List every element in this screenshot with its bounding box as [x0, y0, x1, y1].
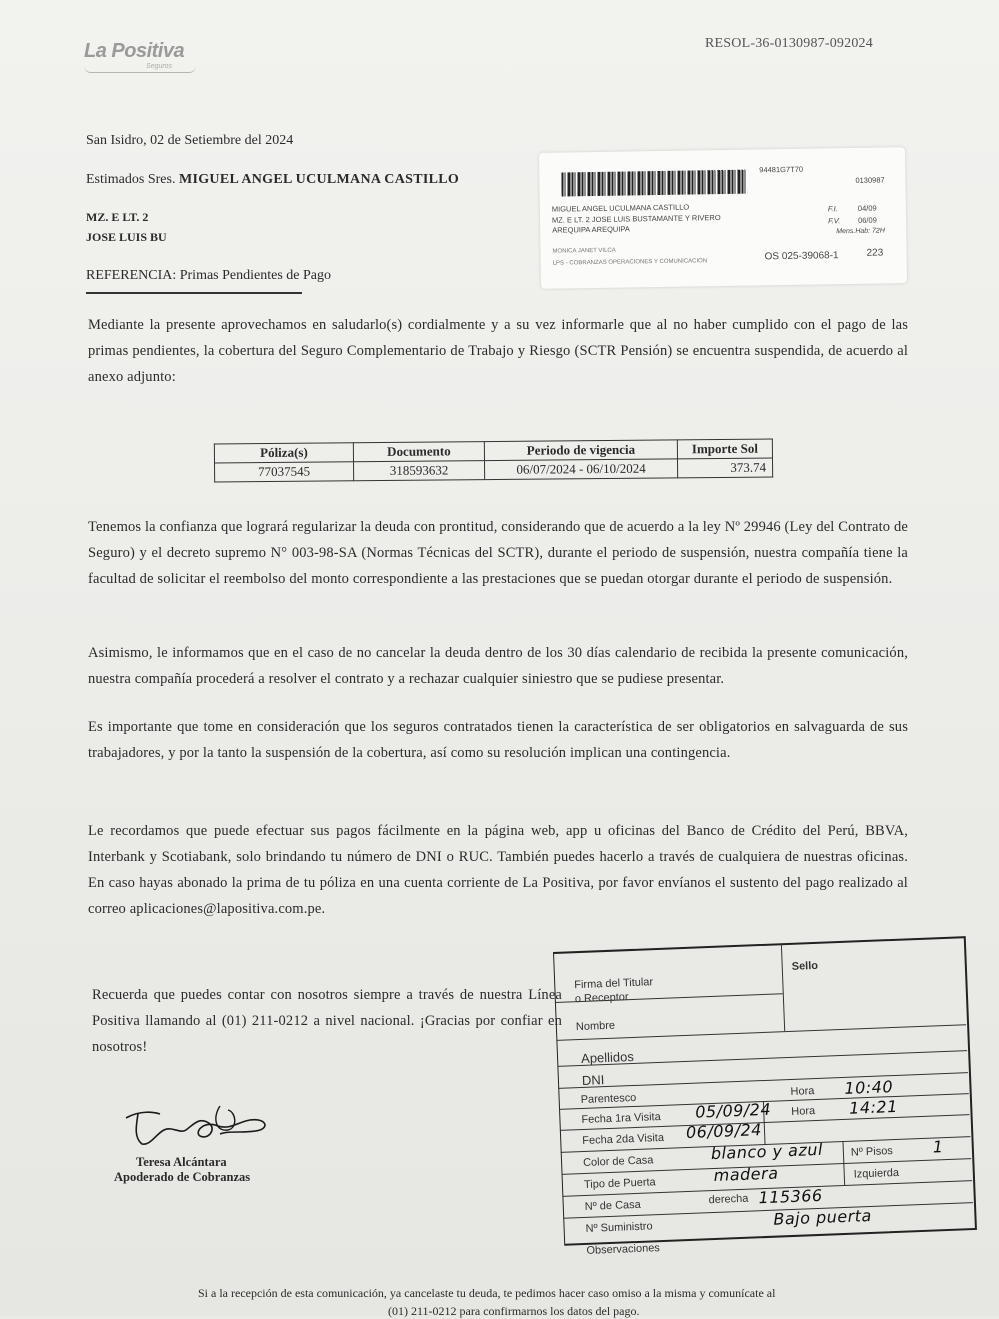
paragraph-6: Recuerda que puedes contar con nosotros siempre a través de nuestra Línea Positiva llamando al (01) 211-0212 a nivel nacional. ¡Gracias por confiar en nosotros! — [92, 987, 562, 1055]
paragraph-3: Asimismo, le informamos que en el caso de no cancelar la deuda dentro de los 30 días calendario de recibida la presente comunicación, nuestra compañía procederá a resolver el contrato y a rechazar cualquier siniestro que se pudiese presentar. — [88, 645, 908, 687]
stamp-suministro-label: Nº Suministro — [585, 1220, 653, 1235]
address-line-2: JOSE LUIS BU — [86, 230, 167, 244]
paragraph-1: Mediante la presente aprovechamos en saludarlo(s) cordialmente y a su vez informarle que al no haber cumplido con el pago de las primas pendientes, la cobertura del Seguro Complementario de Trabajo y Riesgo (SCTR Pensión) se encuentra suspendida, de acuerdo al anexo adjunto: — [88, 317, 908, 385]
greeting — [86, 172, 459, 188]
table-header-cell: Periodo de vigencia — [484, 440, 677, 461]
stamp-color-label: Color de Casa — [582, 1154, 654, 1169]
reference-underline — [86, 292, 302, 294]
label-fi-value: 04/09 — [857, 203, 877, 213]
stamp-fecha1-value: 05/09/24 — [694, 1099, 772, 1122]
stamp-hora2-label: Hora — [791, 1105, 816, 1118]
address-line-1: MZ. E LT. 2 — [86, 210, 149, 224]
signature-icon — [120, 1100, 280, 1158]
stamp-sello-label: Sello — [791, 959, 819, 973]
delivery-stamp — [553, 936, 979, 1262]
table-row — [215, 458, 773, 482]
stamp-izquierda-label: Izquierda — [853, 1166, 900, 1181]
date-line: San Isidro, 02 de Setiembre del 2024 — [86, 133, 294, 148]
resolution-code: RESOL-36-0130987-092024 — [705, 36, 873, 51]
stamp-observaciones-label: Observaciones — [586, 1242, 661, 1257]
recipient-name: MIGUEL ANGEL UCULMANA CASTILLO — [178, 172, 460, 187]
label-top-code: 94481G7T70 — [759, 164, 804, 175]
stamp-fecha2-label: Fecha 2da Visita — [582, 1131, 665, 1148]
stamp-firma-label-2: o Receptor — [574, 991, 629, 1006]
footer-line-1: Si a la recepción de esta comunicación, ya cancelaste tu deuda, te pedimos hacer caso omiso a la misma y comunícate al — [198, 1286, 776, 1300]
greeting-prefix: Estimados Sres. — [86, 172, 176, 187]
stamp-pisos-label: Nº Pisos — [850, 1145, 894, 1159]
label-os-number: 223 — [866, 247, 884, 259]
stamp-casa-label: Nº de Casa — [584, 1198, 642, 1213]
barcode-icon — [561, 170, 747, 197]
footer-line-2: (01) 211-0212 para confirmarnos los datos del pago. — [388, 1304, 640, 1318]
policy-table — [214, 439, 773, 483]
paragraph-5: Le recordamos que puede efectuar sus pagos fácilmente en la página web, app u oficinas del Banco de Crédito del Perú, BBVA, Interbank y Scotiabank, solo brindando tu número de DNI o RUC. También puedes hacerlo a través de cualquiera de nuestras oficinas. En caso hayas abonado la prima de tu póliza en una cuenta corriente de La Positiva, por favor envíanos el sustento del pago realizado al correo aplicaciones@lapositiva.com.pe. — [88, 823, 908, 917]
signer-role: Apoderado de Cobranzas — [114, 1170, 251, 1184]
table-cell: 373.74 — [677, 458, 772, 478]
table-cell: 06/07/2024 - 06/10/2024 — [485, 459, 678, 480]
stamp-pisos-value: 1 — [932, 1137, 944, 1157]
table-cell: 77037545 — [215, 462, 354, 482]
table-header-cell: Importe Sol — [677, 439, 772, 459]
stamp-color-value: blanco y azul — [710, 1139, 824, 1164]
stamp-apellidos-label: Apellidos — [580, 1048, 635, 1066]
stamp-firma-label-1: Firma del Titular — [574, 976, 654, 992]
stamp-parentesco-label: Parentesco — [580, 1091, 637, 1107]
mailing-label — [539, 147, 907, 289]
label-name: MIGUEL ANGEL UCULMANA CASTILLO — [551, 202, 690, 214]
stamp-hora1-label: Hora — [790, 1085, 815, 1098]
label-fv-value: 06/09 — [857, 215, 877, 225]
label-department: LPS - COBRANZAS OPERACIONES Y COMUNICACION — [552, 258, 708, 267]
label-contact: MONICA JANET VILCA — [552, 247, 616, 255]
stamp-hora1-value: 10:40 — [844, 1077, 894, 1098]
label-fi-label: F.I. — [827, 204, 838, 214]
label-address-2: AREQUIPA AREQUIPA — [552, 224, 630, 235]
table-header-cell: Póliza(s) — [214, 443, 353, 463]
table-header-cell: Documento — [353, 442, 484, 462]
reference-line: REFERENCIA: Primas Pendientes de Pago — [86, 268, 331, 283]
stamp-dni-label: DNI — [581, 1072, 605, 1088]
stamp-puerta-label: Tipo de Puerta — [583, 1176, 656, 1191]
stamp-suministro-value: 115366 — [758, 1185, 823, 1208]
label-right-code: 0130987 — [855, 175, 885, 185]
label-os-code: OS 025-39068-1 — [764, 250, 839, 263]
stamp-puerta-value: madera — [713, 1163, 779, 1185]
stamp-fecha1-label: Fecha 1ra Visita — [581, 1110, 661, 1127]
label-address-1: MZ. E LT. 2 JOSE LUIS BUSTAMANTE Y RIVERO — [551, 213, 721, 225]
stamp-observaciones-value: Bajo puerta — [773, 1205, 873, 1229]
stamp-nombre-label: Nombre — [575, 1019, 616, 1034]
label-mens-hab: Mens.Hab: 72H — [836, 227, 885, 236]
paragraph-4: Es importante que tome en consideración que los seguros contratados tienen la característica de ser obligatorios en salvaguarda de sus trabajadores, y por la tanto la suspensión de la cobertura, así como su resolución implican una contingencia. — [88, 719, 908, 761]
stamp-hora2-value: 14:21 — [848, 1096, 899, 1118]
logo-subtitle: Seguros — [146, 63, 173, 70]
company-logo: La Positiva — [84, 40, 185, 62]
label-fv-label: F.V. — [827, 216, 841, 226]
signer-name: Teresa Alcántara — [136, 1155, 227, 1169]
stamp-derecha-label: derecha — [708, 1192, 749, 1207]
paragraph-2: Tenemos la confianza que logrará regularizar la deuda con prontitud, considerando que de acuerdo a la ley Nº 29946 (Ley del Contrato de Seguro) y el decreto supremo N° 003-98-SA (Normas Técnicas del SCTR), durante el periodo de suspensión, nuestra compañía tiene la facultad de solicitar el reembolso del monto correspondiente a las prestaciones que se puedan otorgar durante el periodo de suspensión. — [88, 519, 908, 587]
stamp-fecha2-value: 06/09/24 — [685, 1120, 763, 1143]
table-cell: 318593632 — [354, 461, 485, 481]
logo-swoosh-icon — [84, 66, 196, 73]
